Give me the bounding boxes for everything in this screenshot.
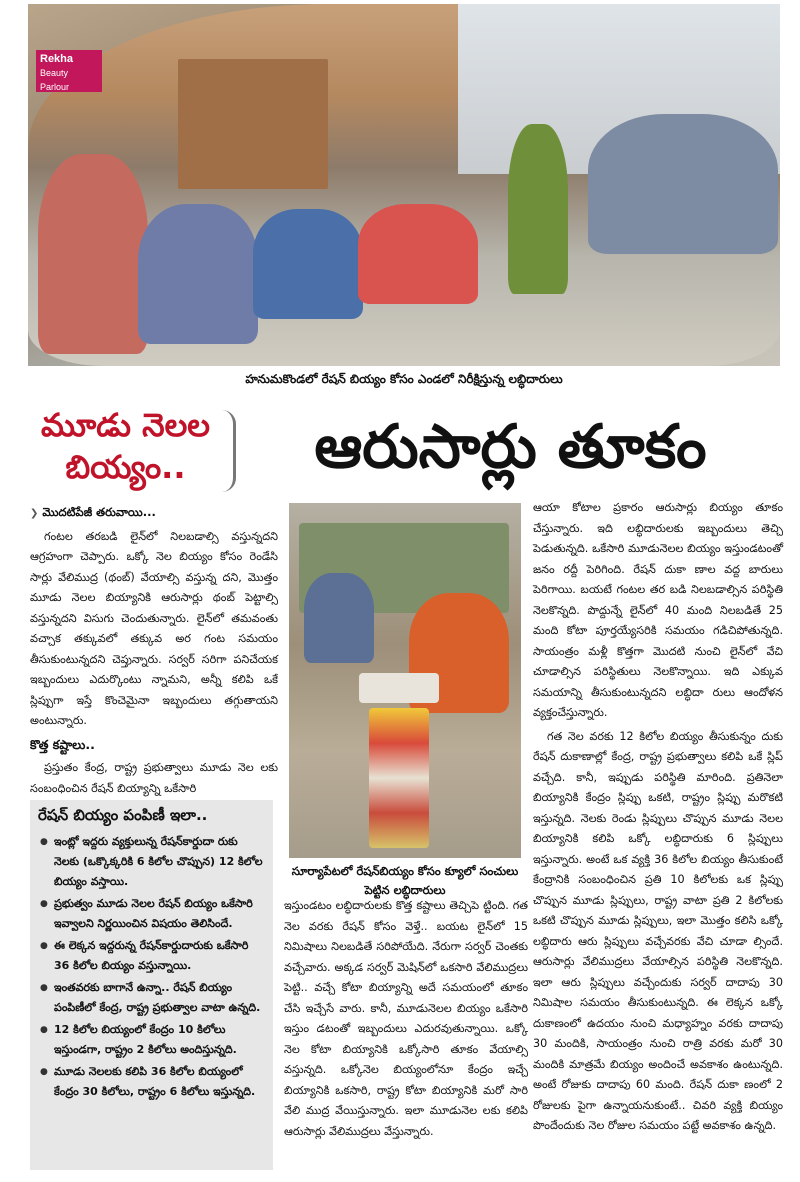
- headline-main: ఆరుసార్లు తూకం: [314, 412, 707, 482]
- info-box: [30, 800, 273, 1170]
- list-item: ● ప్రభుత్వం మూడు నెలల రేషన్ బియ్యం ఒకేసారి ఇవ్వాలని నిర్ణయించిన విషయం తెలిసిందే.: [38, 894, 265, 934]
- continuation-text: మొదటిపేజీ తరువాయి...: [42, 505, 156, 519]
- top-photo: [28, 4, 780, 366]
- continuation-label: [30, 502, 278, 525]
- list-item: ● 12 కిలోల బియ్యంలో కేంద్రం 10 కిలోలు ఇస్తుండగా, రాష్ట్రం 2 కిలోలు అందిస్తున్నది.: [38, 1020, 265, 1060]
- article-column-3: [533, 498, 783, 1140]
- list-item: ● ఇంతవరకు బాగానే ఉన్నా.. రేషన్ బియ్యం పంపిణీలో కేంద్ర, రాష్ట్ర ప్రభుత్వాల వాటా ఉన్నది.: [38, 978, 265, 1018]
- info-box-list: [38, 832, 265, 1102]
- headline-kicker-line1: మూడు నెలల: [41, 406, 210, 444]
- article-column-2: [284, 896, 528, 1145]
- shop-sign: [36, 50, 102, 92]
- paragraph: ఆయా కోటాల ప్రకారం ఆరుసార్లు బియ్యం తూకం చేస్తున్నారు. ఇది లబ్ధిదారులకు ఇబ్బందులు తెచ్చి పెడుతున్నది. ఒకేసారి మూడునెలల బియ్యం ఇస్తుండటంతో జనం రద్దీ పెరిగింది. రేషన్ దుకా ణాల వద్ద బారులు పెరిగాయి. బయటే గంటల తర బడి నిలబడాల్సిన పరిస్థితి నెలకొన్నది. పొద్దున్నే లైన్‌లో 40 మంది నిలబడితే 25 మంది కోటా పూర్తయ్యేసరికి సమయం గడిచిపోతున్నది. సాయంత్రం మళ్లీ కొత్తగా మొదటి నుంచి లైన్‌లో వేచి చూడాల్సిన పరిస్థితులు నెలకొన్నాయి. ఇది ఎక్కువ సమయాన్ని తీసుకుంటున్నదని లబ్ధిదా రులు ఆందోళన వ్యక్తంచేస్తున్నారు.: [533, 501, 783, 719]
- list-item: ● ఇంట్లో ఇద్దరు వ్యక్తులున్న రేషన్‌కార్డుదా రుకు నెలకు (ఒక్కొక్కరికి 6 కిలోల చొప్పున) 12 కిలోల బియ్యం వస్తాయి.: [38, 832, 265, 892]
- info-box-title: రేషన్ బియ్యం పంపిణీ ఇలా..: [38, 806, 208, 824]
- continuation-arrow-icon: ❯: [30, 508, 39, 519]
- headline-kicker-line2: బియ్యం..: [65, 448, 186, 486]
- article-column-1: [30, 502, 278, 802]
- middle-photo: [289, 503, 521, 858]
- shop-sign-sub: Beauty Parlour: [40, 68, 70, 92]
- subheading: కొత్త కష్టాలు..: [30, 736, 95, 752]
- top-photo-caption: హనుమకొండలో రేషన్ బియ్యం కోసం ఎండలో నిరీక్షిస్తున్న లబ్ధిదారులు: [245, 372, 563, 386]
- paragraph: గత నెల వరకు 12 కిలోల బియ్యం తీసుకున్నం దుకు రేషన్ దుకాణాల్లో కేంద్ర, రాష్ట్ర ప్రభుత్వాలు కలిపి ఒకే స్లిప్ వచ్చేది. కానీ, ఇప్పుడు పరిస్థితి మారింది. ప్రతినెలా బియ్యానికి కేంద్రం స్లిప్పు ఒకటి, రాష్ట్రం స్లిప్పు మరొకటి ఇస్తున్నది. నెలకు రెండు స్లిప్పులు చొప్పున మూడు నెలల బియ్యానికి కలిపి ఒక్కో లబ్ధిదారుకు 6 స్లిప్పులు ఇస్తున్నారు. అంటే ఒక వ్యక్తి 36 కిలోల బియ్యం తీసుకుంటే కేంద్రానికి సంబంధించిన ప్రతి 10 కిలోలకు ఒక స్లిప్పు చొప్పున మూడు స్లిప్పులు, రాష్ట్ర వాటా ప్రతి 2 కిలోలకు ఒకటి చొప్పున మూడు స్లిప్పులు, ఇలా మొత్తం కలిసి ఒక్కో లబ్ధిదారు ఆరు స్లిప్పులు వచ్చేవరకు వేచి చూడా ల్సిందే. ఆరుసార్లు వేలిముద్రలు వేయాల్సిన పరిస్థితి నెలకొన్నది. ఇలా ఆరు స్లిప్పులు వచ్చేందుకు సర్వర్ దాదాపు 30 నిమిషాల సమయం తీసుకుంటున్నది. ఈ లెక్కన ఒక్కో దుకాణంలో ఉదయం నుంచి మధ్యాహ్నం వరకు దాదాపు 30 మందికి, సాయంత్రం నుంచి రాత్రి వరకు మరో 30 మందికి మాత్రమే బియ్యం అందించే అవకాశం ఉంటున్నది. అంటే రోజుకు దాదాపు 60 మంది. రేషన్ దుకా ణంలో 2 రోజులకు పైగా ఉన్నాయనుకుంటే.. చివరి వ్యక్తి బియ్యం పొందేందుకు నెల రోజుల సమయం పట్టే అవకాశం ఉన్నది.: [533, 729, 783, 1132]
- paragraph: గంటల తరబడి లైన్‌లో నిలబడాల్సి వస్తున్నదని ఆగ్రహంగా చెప్పారు. ఒక్కో నెల బియ్యం కోసం రెండేసి సార్లు వేలిముద్ర (థంబ్) వేయాల్సి వస్తున్న దని, మొత్తం మూడు నెలల బియ్యానికి ఆరుసార్లు థంబ్ పెట్టాల్సి వస్తున్నదని విసుగు చెందుతున్నారు. లైన్‌లో తమవంతు వచ్చాక తక్కువలో తక్కువ అర గంట సమయం తీసుకుంటున్నదని చెప్తున్నారు. సర్వర్ సరిగా పనిచేయక ఇబ్బందులు ఎదుర్కొంటు న్నామని, అన్నీ కలిపి ఒకే స్లిప్పుగా ఇస్తే కొంచెమైనా ఇబ్బందులు తగ్గుతాయని అంటున్నారు.: [30, 529, 278, 727]
- headline-brace: [222, 410, 236, 492]
- list-item: ● ఈ లెక్కన ఇద్దరున్న రేషన్‌కార్డుదారుకు ఒకేసారి 36 కిలోల బియ్యం వస్తున్నాయి.: [38, 936, 265, 976]
- shop-sign-name: Rekha: [40, 53, 74, 65]
- paragraph: ఇస్తుండటం లబ్ధిదారులకు కొత్త కష్టాలు తెచ్చిపె ట్టింది. గత నెల వరకు రేషన్ కోసం వెళ్తే.. బయట లైన్‌లో 15 నిమిషాలు నిలబడితే సరిపోయేది. నేరుగా సర్వర్ చెంతకు వచ్చేవారు. అక్కడ సర్వర్ మెషిన్‌లో ఒకసారి వేలిముద్రలు పెట్టి.. వచ్చే కోటా బియ్యాన్ని అదే సమయంలో తూకం చేసి ఇచ్చేసే వారు. కానీ, మూడునెలల బియ్యం ఒకేసారి ఇస్తుం డటంతో ఇబ్బందులు ఎదురవుతున్నాయి. ఒక్కో నెల కోటా బియ్యానికి ఒక్కోసారి తూకం వేయాల్సి వస్తున్నది. ఒక్కోనెల బియ్యంలోనూ కేంద్రం ఇచ్చే బియ్యానికి ఒకసారి, రాష్ట్ర కోటా బియ్యానికి మరో సారి వేలి ముద్ర వేయిస్తున్నారు. ఇలా మూడునెల లకు కలిపి ఆరుసార్లు వేలిముద్రలు వేస్తున్నారు.: [284, 899, 528, 1138]
- middle-photo-caption: సూర్యాపేటలో రేషన్‌బియ్యం కోసం క్యూలో సంచులు పెట్టిన లబ్ధిదారులు: [291, 864, 519, 897]
- paragraph: ప్రస్తుతం కేంద్ర, రాష్ట్ర ప్రభుత్వాలు మూడు నెల లకు సంబంధించిన రేషన్ బియ్యాన్ని ఒకేసారి: [30, 761, 278, 795]
- list-item: ● మూడు నెలలకు కలిపి 36 కిలోల బియ్యంలో కేంద్రం 30 కిలోలు, రాష్ట్రం 6 కిలోలు ఇస్తున్నది.: [38, 1062, 265, 1102]
- headline-kicker: [28, 404, 223, 488]
